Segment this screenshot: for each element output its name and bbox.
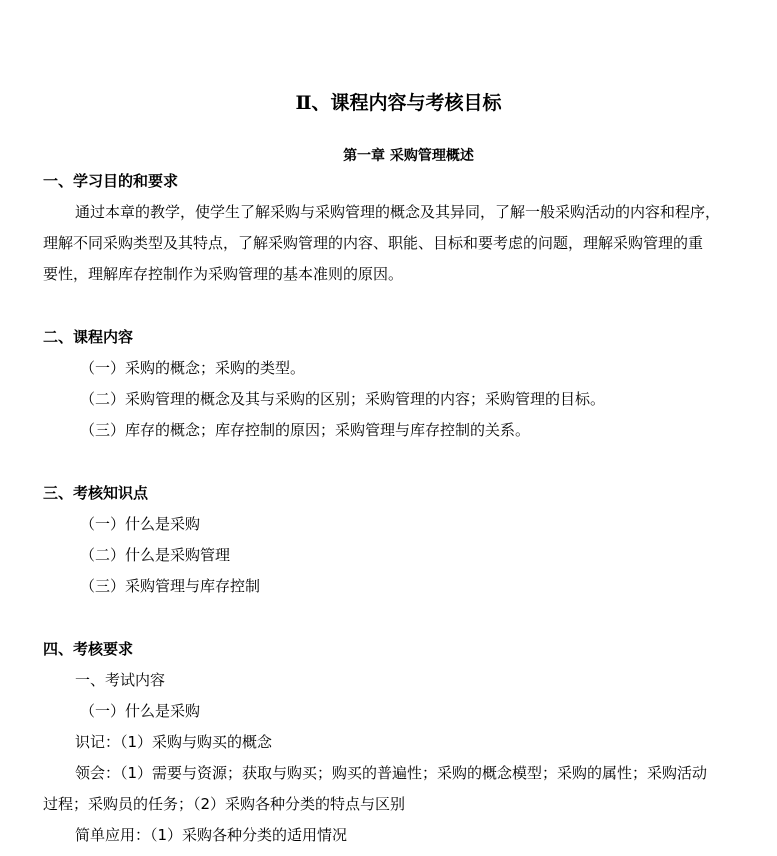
- requirement-apply: 简单应用：（1）采购各种分类的适用情况: [75, 826, 348, 844]
- chapter-title: 第一章 采购管理概述: [343, 148, 474, 164]
- paragraph-line: 理解不同采购类型及其特点，了解采购管理的内容、职能、目标和要考虑的问题，理解采购管理的重: [43, 234, 704, 252]
- requirement-recall: 识记：（1）采购与购买的概念: [75, 733, 273, 751]
- paragraph-line: 通过本章的教学，使学生了解采购与采购管理的概念及其异同，了解一般采购活动的内容和程序，: [75, 203, 721, 221]
- requirement-understand: 领会：（1）需要与资源；获取与购买；购买的普遍性；采购的概念模型；采购的属性；采购活动: [75, 764, 708, 782]
- requirement-understand-continued: 过程；采购员的任务；（2）采购各种分类的特点与区别: [43, 795, 406, 813]
- document-title: Ⅱ、课程内容与考核目标: [295, 92, 502, 114]
- list-item: （二）采购管理的概念及其与采购的区别；采购管理的内容；采购管理的目标。: [80, 390, 606, 408]
- section-heading-assessment-requirements: 四、考核要求: [43, 640, 134, 658]
- list-item: （一）采购的概念；采购的类型。: [80, 359, 306, 377]
- subheading-exam-content: 一、考试内容: [75, 671, 166, 689]
- subheading-what-is-procurement: （一）什么是采购: [80, 702, 201, 720]
- list-item: （二）什么是采购管理: [80, 546, 231, 564]
- list-item: （三）库存的概念；库存控制的原因；采购管理与库存控制的关系。: [80, 421, 531, 439]
- section-heading-knowledge-points: 三、考核知识点: [43, 484, 149, 502]
- section-heading-course-content: 二、课程内容: [43, 328, 134, 346]
- paragraph-line: 要性，理解库存控制作为采购管理的基本准则的原因。: [43, 265, 404, 283]
- section-heading-learning-goals: 一、学习目的和要求: [43, 172, 179, 190]
- list-item: （一）什么是采购: [80, 515, 201, 533]
- list-item: （三）采购管理与库存控制: [80, 577, 261, 595]
